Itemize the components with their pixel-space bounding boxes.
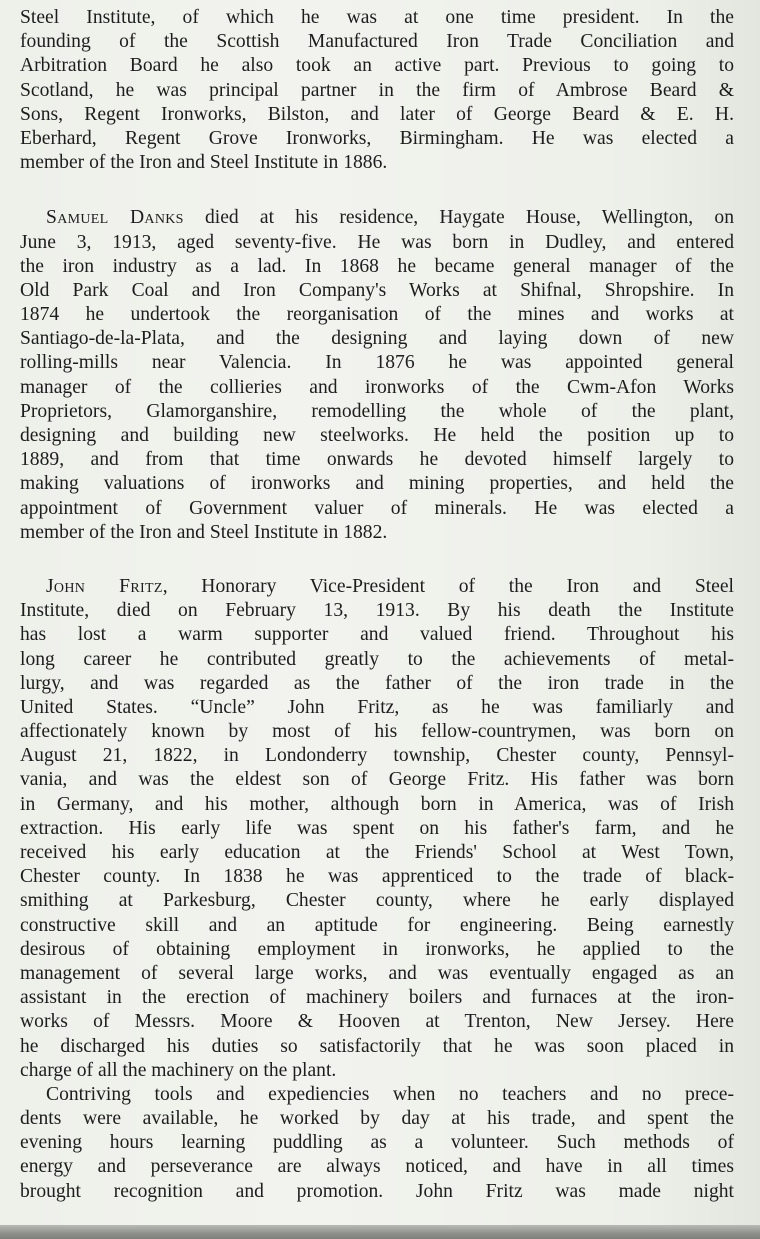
text-line: manager of the collieries and ironworks of the Cwm-Afon Works (20, 376, 734, 398)
obituary-name: Samuel Danks (46, 207, 184, 229)
text-line: making valuations of ironworks and mining properties, and held the (20, 473, 734, 495)
text-line: member of the Iron and Steel Institute in 1886. (20, 152, 388, 174)
text-line: in Germany, and his mother, although born in America, was of Irish (20, 793, 734, 815)
text-line: Old Park Coal and Iron Company's Works at Shifnal, Shropshire. In (20, 279, 734, 301)
text-line: he discharged his duties so satisfactorily that he was soon placed in (20, 1035, 734, 1057)
text-line-first: Contriving tools and expediencies when no teachers and no prece- (46, 1083, 734, 1105)
text-line: has lost a warm supporter and valued friend. Throughout his (20, 624, 734, 646)
text-line: brought recognition and promotion. John Fritz was made night (20, 1180, 734, 1202)
text-line: appointment of Government valuer of minerals. He was elected a (20, 497, 734, 519)
text-line: Institute, died on February 13, 1913. By his death the Institute (20, 600, 734, 622)
text-line: charge of all the machinery on the plant. (20, 1059, 337, 1081)
text-line: long career he contributed greatly to the achievements of metal- (20, 648, 734, 670)
text-line: Sons, Regent Ironworks, Bilston, and later of George Beard & E. H. (20, 103, 734, 125)
text-line: member of the Iron and Steel Institute in 1882. (20, 521, 388, 543)
text-line: rolling-mills near Valencia. In 1876 he was appointed general (20, 352, 734, 374)
text-line-first (20, 206, 734, 230)
page-bottom-shadow (0, 1225, 760, 1239)
text-line: works of Messrs. Moore & Hooven at Trenton, New Jersey. Here (20, 1011, 734, 1033)
text-line: Santiago-de-la-Plata, and the designing and laying down of new (20, 328, 734, 350)
text-line: Proprietors, Glamorganshire, remodelling the whole of the plant, (20, 400, 734, 422)
page-text (20, 0, 734, 1204)
text-line: affectionately known by most of his fellow-countrymen, was born on (20, 721, 734, 743)
text-line: June 3, 1913, aged seventy-five. He was born in Dudley, and entered (20, 231, 734, 253)
text-line: vania, and was the eldest son of George Fritz. His father was born (20, 769, 734, 791)
text-line: Arbitration Board he also took an active part. Previous to going to (20, 55, 734, 77)
text-line: received his early education at the Friends' School at West Town, (20, 842, 734, 863)
text-line: Eberhard, Regent Grove Ironworks, Birmingham. He was elected a (20, 127, 734, 149)
text-line: Scotland, he was principal partner in the firm of Ambrose Beard & (20, 79, 734, 101)
text-run: died at his residence, Haygate House, Wellington, on (183, 207, 734, 229)
obituary-name: John Fritz (46, 575, 163, 597)
paragraph-spacer (20, 545, 734, 575)
text-line: the iron industry as a lad. In 1868 he became general manager of the (20, 255, 734, 277)
text-line: Chester county. In 1838 he was apprenticed to the trade of black- (20, 866, 734, 888)
paragraph-spacer (20, 175, 734, 206)
text-line: smithing at Parkesburg, Chester county, where he early displayed (20, 890, 734, 912)
text-line: evening hours learning puddling as a volunteer. Such methods of (20, 1132, 734, 1154)
paragraph-john-fritz (20, 575, 734, 1083)
text-line: constructive skill and an aptitude for engineering. Being earnestly (20, 914, 734, 936)
text-line: designing and building new steelworks. He held the position up to (20, 425, 734, 446)
text-line: energy and perseverance are always noticed, and have in all times (20, 1156, 734, 1178)
text-run: , Honorary Vice-President of the Iron and Steel (162, 575, 735, 597)
text-line: desirous of obtaining employment in ironworks, he applied to the (20, 938, 734, 960)
text-line: 1889, and from that time onwards he devoted himself largely to (20, 449, 734, 471)
text-line: dents were available, he worked by day at his trade, and spent the (20, 1108, 734, 1130)
text-line: founding of the Scottish Manufactured Iron Trade Conciliation and (20, 31, 734, 53)
text-line: 1874 he undertook the reorganisation of the mines and works at (20, 304, 734, 326)
paragraph-previous-obituary-end (20, 0, 734, 175)
text-line-first (20, 575, 734, 599)
text-line: extraction. His early life was spent on his father's farm, and he (20, 817, 734, 839)
text-line: United States. “Uncle” John Fritz, as he was familiarly and (20, 696, 734, 718)
text-line: assistant in the erection of machinery boilers and furnaces at the iron- (20, 987, 734, 1009)
paragraph-john-fritz-continued (20, 1083, 734, 1204)
text-line: management of several large works, and was eventually engaged as an (20, 962, 734, 984)
paragraph-samuel-danks (20, 206, 734, 545)
text-line: August 21, 1822, in Londonderry township, Chester county, Pennsyl- (20, 745, 734, 767)
text-line: Steel Institute, of which he was at one time president. In the (20, 7, 734, 28)
text-line: lurgy, and was regarded as the father of the iron trade in the (20, 672, 734, 694)
